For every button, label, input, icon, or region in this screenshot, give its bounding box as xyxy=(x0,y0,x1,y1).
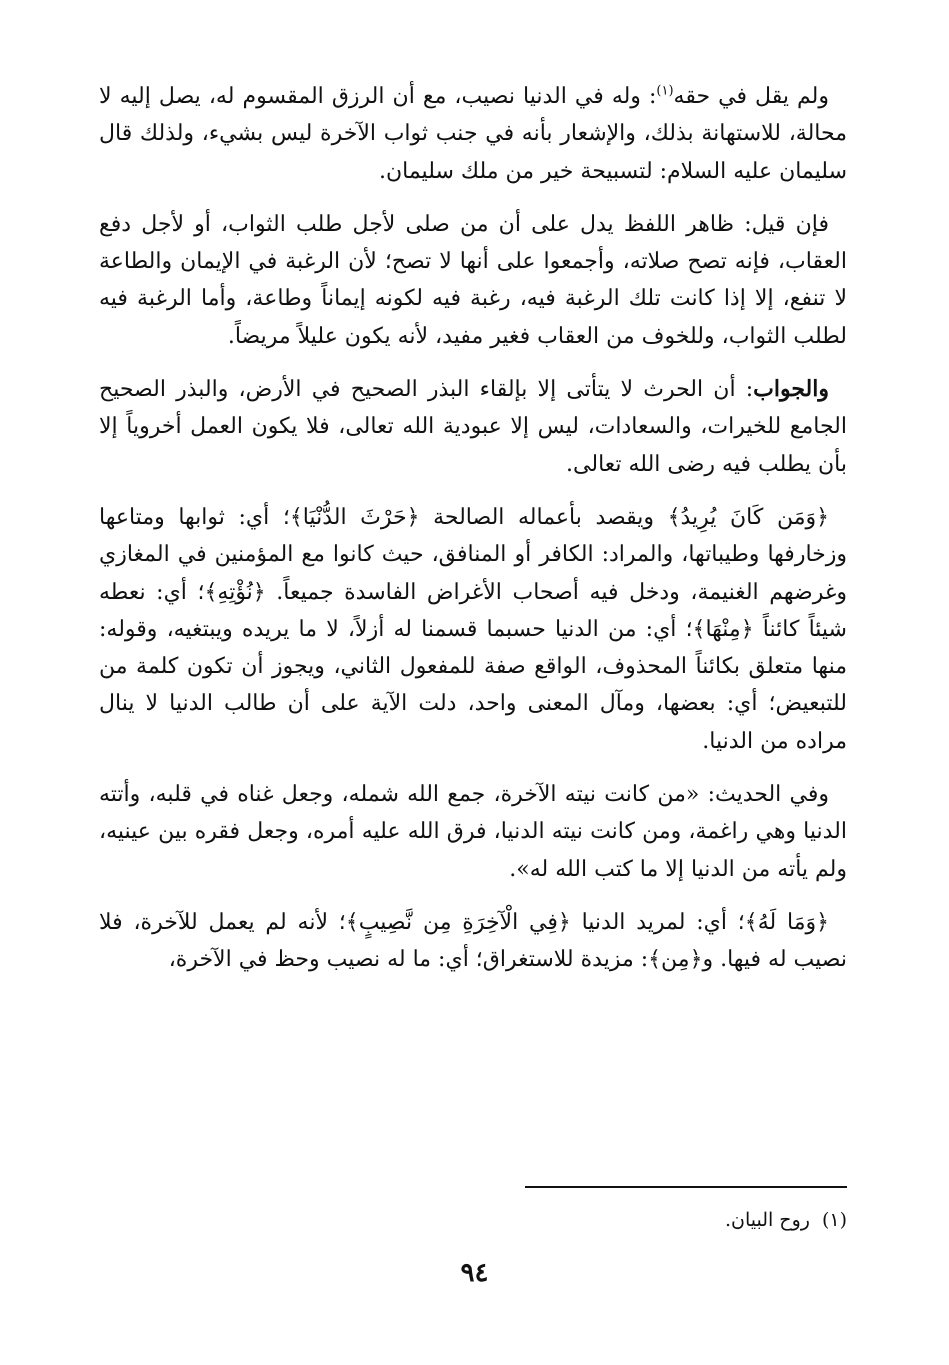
footnote-number: (١) xyxy=(821,1209,847,1231)
paragraph-2 xyxy=(99,206,847,355)
paragraph-4 xyxy=(99,499,847,760)
footnote-text: روح البيان. xyxy=(724,1209,810,1231)
answer-heading: والجواب xyxy=(753,376,829,403)
page-body xyxy=(99,78,847,995)
paragraph-3 xyxy=(99,371,847,483)
paragraph-1-text-end: : وله في الدنيا نصيب، مع أن الرزق المقسوم له، يصل إليه لا محالة، للاستهانة بذلك، والإشعار بأنه في جنب ثواب الآخرة ليس بشيء، ولذلك قال سليمان عليه السلام: لتسبيحة خير من ملك سليمان. xyxy=(99,84,847,184)
paragraph-5 xyxy=(99,776,847,888)
footnote-reference: (١) xyxy=(656,83,674,99)
paragraph-4-text: ﴿وَمَن كَانَ يُرِيدُ﴾ ويقصد بأعماله الصالحة ﴿حَرْثَ الدُّنْيَا﴾؛ أي: ثوابها ومتاعها وزخارفها وطيباتها، والمراد: الكافر أو المنافق، حيث كانوا مع المؤمنين في المغازي وغرضهم الغنيمة، ودخل فيه أصحاب الأغراض الفاسدة جميعاً. ﴿نُؤْتِهِ﴾؛ أي: نعطه شيئاً كائناً ﴿مِنْهَا﴾؛ أي: من الدنيا حسبما قسمنا له أزلاً، لا ما يريده ويبتغيه، وقوله: منها متعلق بكائناً المحذوف، الواقع صفة للمفعول الثاني، ويجوز أن تكون كلمة من للتبعيض؛ أي: بعضها، ومآل المعنى واحد، دلت الآية على أن طالب الدنيا لا ينال مراده من الدنيا. xyxy=(99,504,847,754)
paragraph-2-text: فإن قيل: ظاهر اللفظ يدل على أن من صلى لأجل طلب الثواب، أو لأجل دفع العقاب، فإنه تصح صلاته، وأجمعوا على أنها لا تصح؛ لأن الرغبة في الإيمان والطاعة لا تنفع، إلا إذا كانت تلك الرغبة فيه، رغبة فيه لكونه إيماناً وطاعة، وأما الرغبة فيه لطلب الثواب، وللخوف من العقاب فغير مفيد، لأنه يكون عليلاً مريضاً. xyxy=(99,211,847,349)
footnote xyxy=(247,1206,847,1234)
paragraph-6-text: ﴿وَمَا لَهُ﴾؛ أي: لمريد الدنيا ﴿فِي الْآخِرَةِ مِن نَّصِيبٍ﴾؛ لأنه لم يعمل للآخرة، فلا نصيب له فيها. و﴿مِن﴾: مزيدة للاستغراق؛ أي: ما له نصيب وحظ في الآخرة، xyxy=(99,909,847,973)
paragraph-1 xyxy=(99,78,847,190)
paragraph-3-text: : أن الحرث لا يتأتى إلا بإلقاء البذر الصحيح في الأرض، والبذر الصحيح الجامع للخيرات، والسعادات، ليس إلا عبودية الله تعالى، فلا يكون العمل أخروياً إلا بأن يطلب فيه رضى الله تعالى. xyxy=(99,377,847,477)
paragraph-1-text-start: ولم يقل في حقه xyxy=(673,84,829,109)
page-number: ٩٤ xyxy=(460,1258,489,1288)
paragraph-5-text: وفي الحديث: «من كانت نيته الآخرة، جمع الله شمله، وجعل غناه في قلبه، وأتته الدنيا وهي راغمة، ومن كانت نيته الدنيا، فرق الله عليه أمره، وجعل فقره بين عينيه، ولم يأته من الدنيا إلا ما كتب الله له». xyxy=(99,782,847,882)
footnote-divider xyxy=(525,1186,847,1188)
paragraph-6 xyxy=(99,904,847,979)
